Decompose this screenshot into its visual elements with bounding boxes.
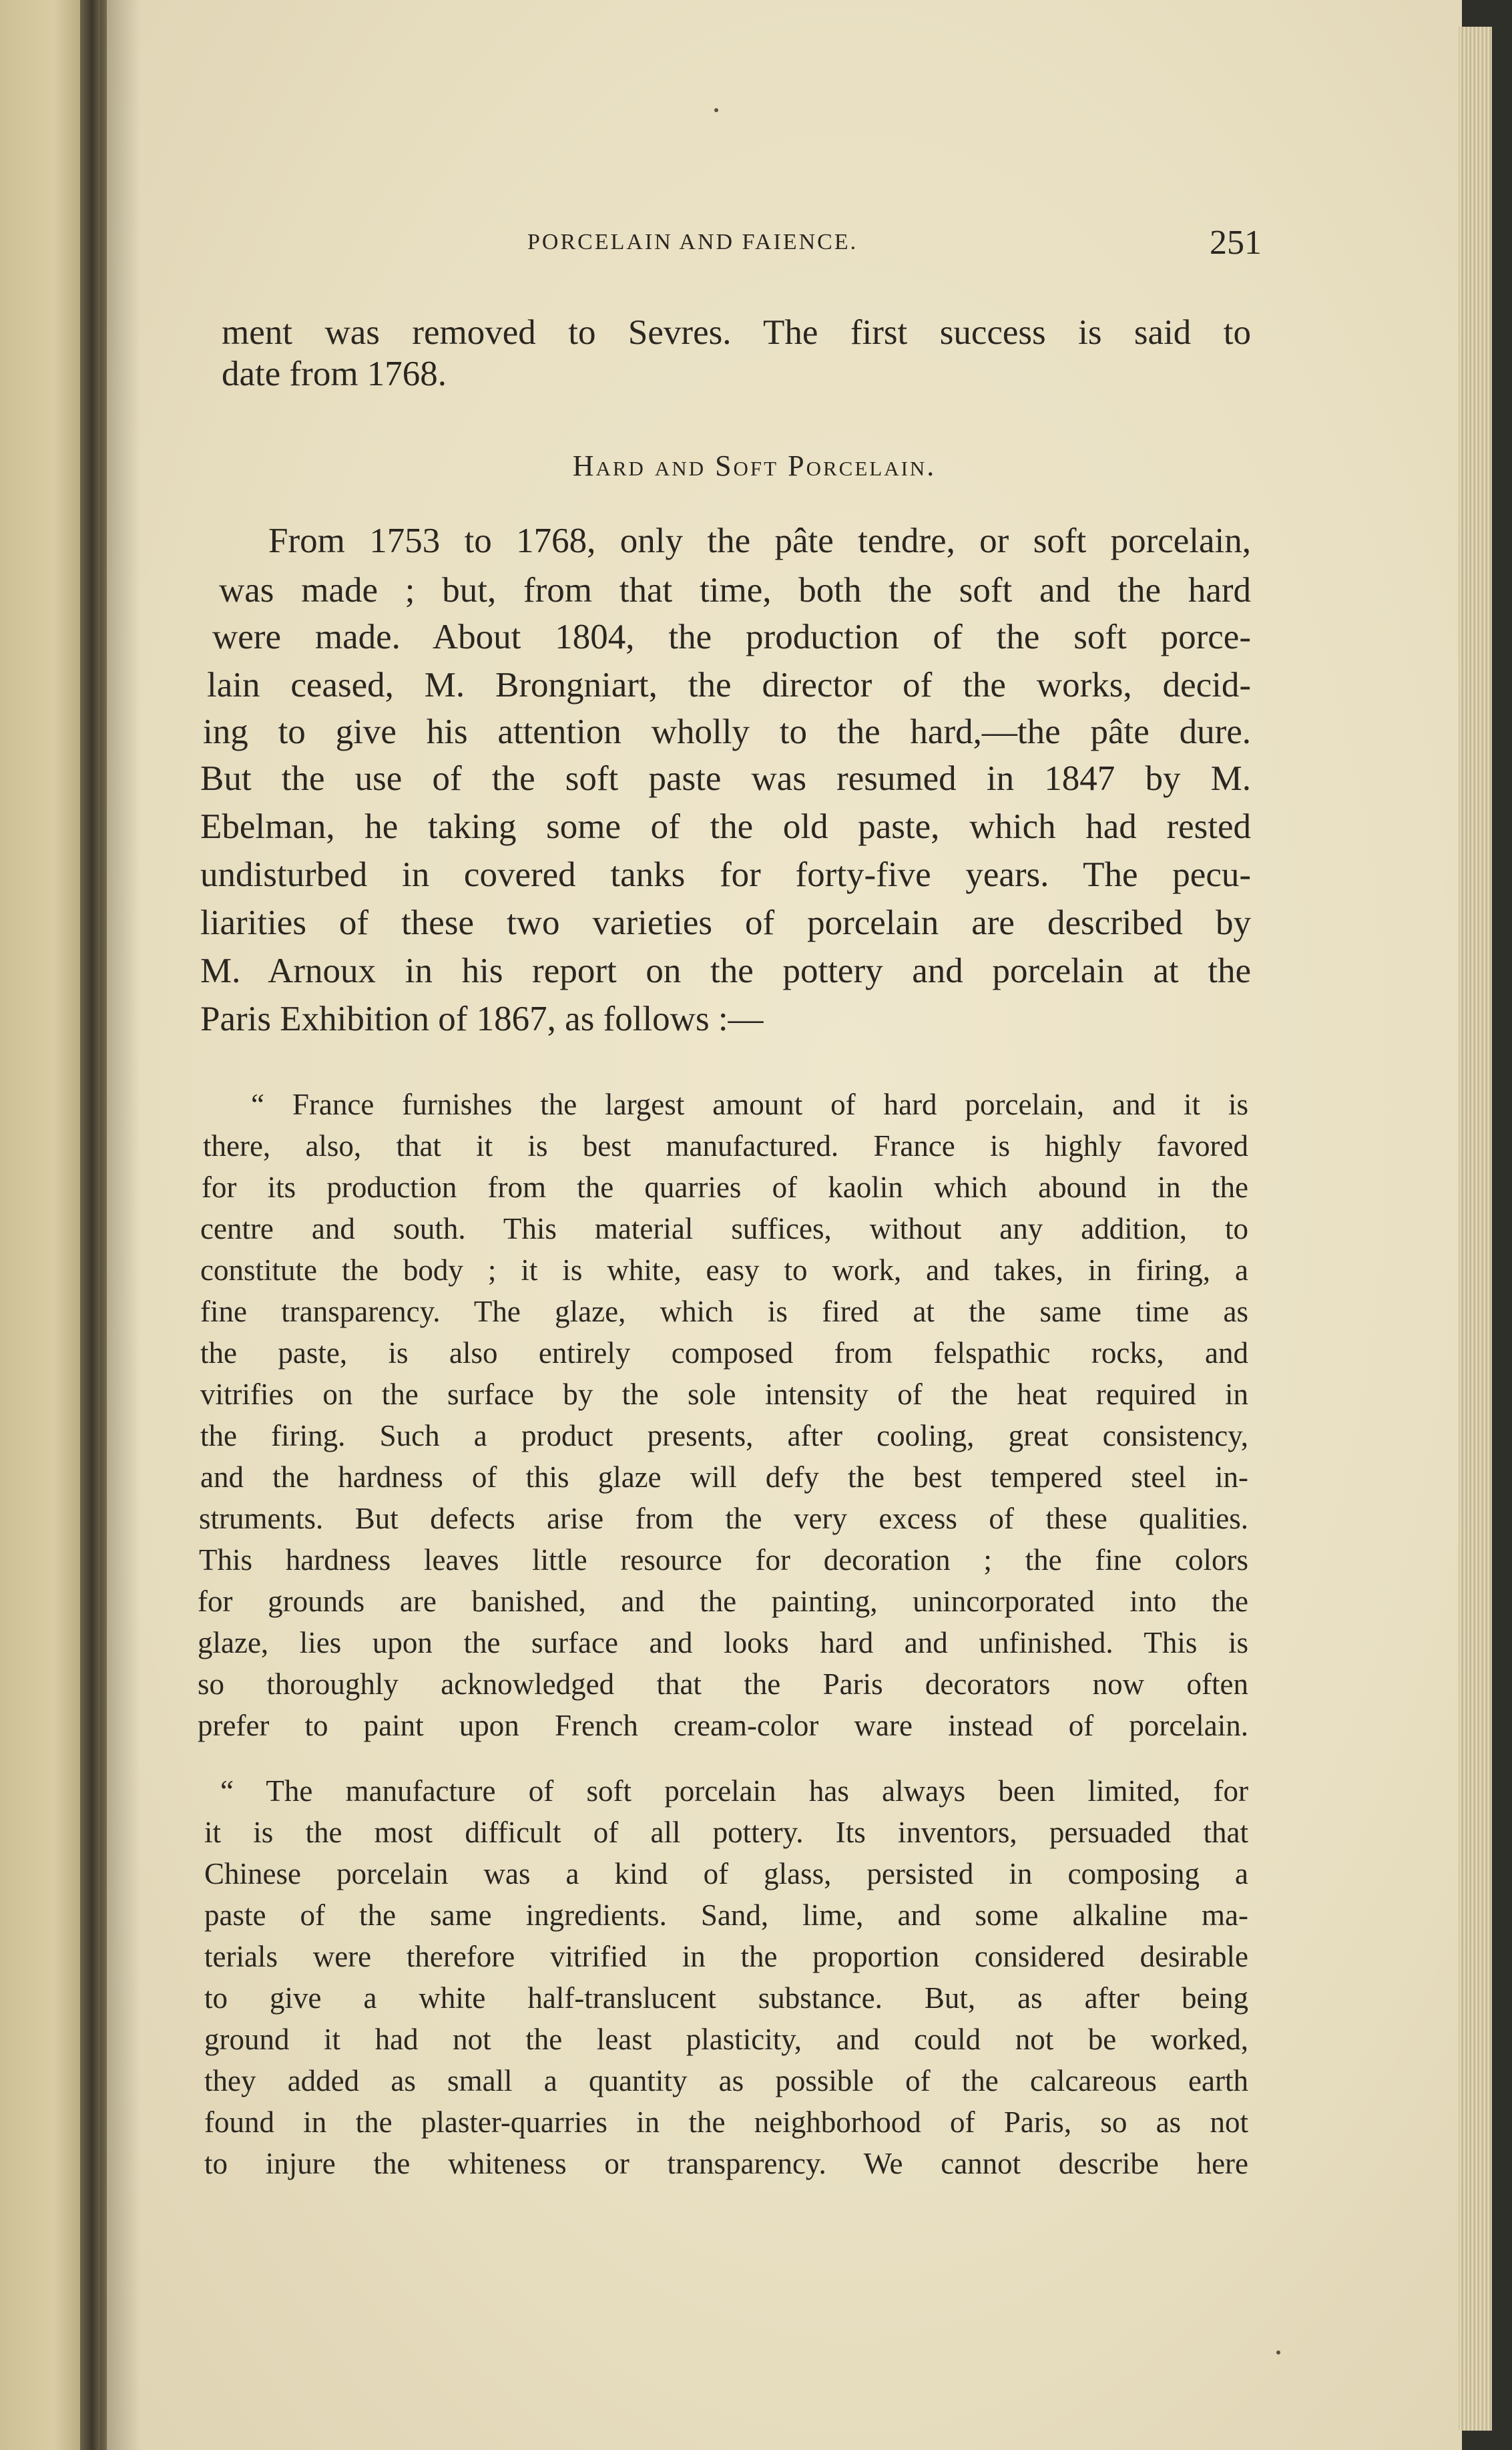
paragraph-line: ing to give his attention wholly to the hard,—the pâte dure. bbox=[203, 712, 1251, 751]
quote-line: the paste, is also entirely composed from felspathic rocks, and bbox=[200, 1336, 1248, 1370]
page-stack-edge bbox=[1459, 27, 1492, 2431]
quote-line: “ France furnishes the largest amount of hard porcelain, and it is bbox=[251, 1088, 1248, 1121]
quote-line: ground it had not the least plasticity, and could not be worked, bbox=[204, 2023, 1248, 2056]
quote-line: for grounds are banished, and the painting, unincorporated into the bbox=[198, 1585, 1248, 1618]
quote-line: constitute the body ; it is white, easy to work, and takes, in firing, a bbox=[200, 1253, 1248, 1287]
section-heading: Hard and Soft Porcelain. bbox=[572, 449, 937, 482]
quote-line: for its production from the quarries of kaolin which abound in the bbox=[202, 1171, 1248, 1204]
quote-line: centre and south. This material suffices, without any addition, to bbox=[200, 1212, 1248, 1245]
quote-line: so thoroughly acknowledged that the Paris decorators now often bbox=[198, 1667, 1248, 1701]
quote-line: the firing. Such a product presents, after cooling, great consistency, bbox=[200, 1419, 1248, 1452]
paper-speck bbox=[1276, 2351, 1280, 2355]
previous-page-edge bbox=[0, 0, 90, 2450]
quote-line: Chinese porcelain was a kind of glass, persisted in composing a bbox=[204, 1857, 1248, 1890]
quote-line: glaze, lies upon the surface and looks hard and unfinished. This is bbox=[198, 1626, 1248, 1659]
paragraph-line: undisturbed in covered tanks for forty-five years. The pecu- bbox=[200, 855, 1251, 894]
paragraph-line: M. Arnoux in his report on the pottery and porcelain at the bbox=[200, 952, 1251, 990]
paragraph-line: liarities of these two varieties of porcelain are described by bbox=[200, 903, 1251, 942]
page-number: 251 bbox=[1210, 224, 1262, 262]
quote-line: to give a white half-translucent substance. But, as after being bbox=[204, 1981, 1248, 2015]
paragraph-line: lain ceased, M. Brongniart, the director of the works, decid- bbox=[207, 666, 1251, 704]
continuation-line: ment was removed to Sevres. The first success is said to bbox=[222, 313, 1251, 352]
quote-line: fine transparency. The glaze, which is fired at the same time as bbox=[200, 1295, 1248, 1328]
page-shadow bbox=[100, 0, 140, 2450]
quote-line: found in the plaster-quarries in the neighborhood of Paris, so as not bbox=[204, 2105, 1248, 2139]
paragraph-line: Paris Exhibition of 1867, as follows :— bbox=[200, 1000, 764, 1038]
quote-line: they added as small a quantity as possible of the calcareous earth bbox=[204, 2064, 1248, 2097]
quote-line: vitrifies on the surface by the sole intensity of the heat required in bbox=[200, 1378, 1248, 1411]
quote-line: and the hardness of this glaze will defy the best tempered steel in- bbox=[200, 1460, 1248, 1494]
quote-line: prefer to paint upon French cream-color ware instead of porcelain. bbox=[198, 1709, 1248, 1742]
quote-line: struments. But defects arise from the very excess of these qualities. bbox=[199, 1502, 1248, 1535]
paragraph-line: were made. About 1804, the production of the soft porce- bbox=[212, 618, 1251, 656]
quote-line: it is the most difficult of all pottery. Its inventors, persuaded that bbox=[204, 1816, 1248, 1849]
page-header bbox=[527, 223, 1262, 263]
quote-line: paste of the same ingredients. Sand, lime, and some alkaline ma- bbox=[204, 1898, 1248, 1932]
quote-line: there, also, that it is best manufactured. France is highly favored bbox=[203, 1129, 1248, 1163]
paragraph-line: was made ; but, from that time, both the soft and the hard bbox=[219, 571, 1251, 610]
paragraph-line: From 1753 to 1768, only the pâte tendre, or soft porcelain, bbox=[268, 522, 1251, 560]
paper-speck bbox=[714, 108, 718, 112]
running-head: PORCELAIN AND FAIENCE. bbox=[527, 230, 858, 254]
quote-line: to injure the whiteness or transparency. We cannot describe here bbox=[204, 2147, 1248, 2180]
continuation-line: date from 1768. bbox=[222, 355, 447, 393]
quote-line: “ The manufacture of soft porcelain has always been limited, for bbox=[220, 1774, 1248, 1808]
quote-line: terials were therefore vitrified in the proportion considered desirable bbox=[204, 1940, 1248, 1973]
quote-line: This hardness leaves little resource for decoration ; the fine colors bbox=[199, 1543, 1248, 1577]
paragraph-line: Ebelman, he taking some of the old paste, which had rested bbox=[200, 807, 1251, 846]
paragraph-line: But the use of the soft paste was resumed in 1847 by M. bbox=[200, 759, 1251, 798]
